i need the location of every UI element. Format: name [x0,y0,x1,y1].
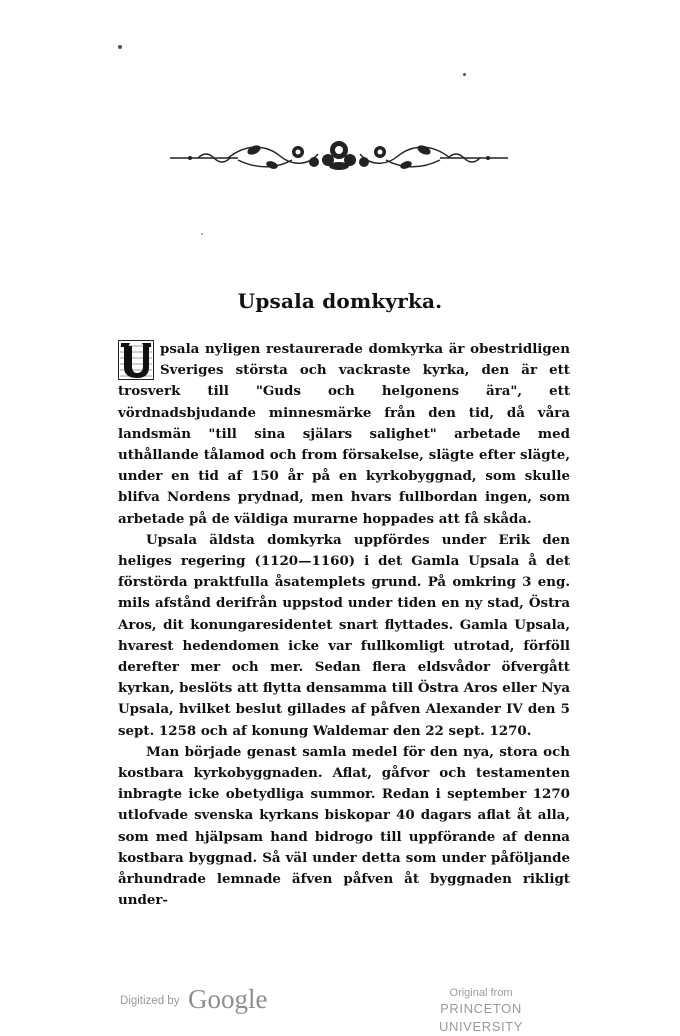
ink-speck [463,73,466,76]
floral-ornament [168,138,510,174]
paragraph: psala nyligen restaurerade domkyrka är obestridligen Sveriges största och vackraste kyrka, den är ett trosverk till "Guds och helgonens ära", ett vördnadsbjudande minnesmärke från den tid, då våra landsmän "till sina själars salighet" arbetade med uthållande tålamod och from försakelse, slägte efter slägte, under en tid af 150 år på en kyrkobyggnad, som skulle blifva Nordens prydnad, men hvars fullbordan ingen, som arbetade på de väldiga murarne hoppades att få skåda. [118,341,570,527]
digitized-by-label: Digitized by [120,995,180,1007]
ink-speck [118,45,122,49]
dropcap-word-rest: psala [160,341,200,357]
paragraph: Upsala äldsta domkyrka uppfördes under Erik den heliges regering (1120—1160) i det Gamla Upsala å det förstörda praktfulla åsatemplets grund. På omkring 3 eng. mils afstånd derifrån uppstod under tiden en ny stad, Östra Aros, dit konungaresidentet snart flyttades. Gamla Upsala, hvarest hedendomen icke var fullkomligt utrotad, förföll derefter mer och mer. Sedan flera eldsvådor öfvergått kyrkan, beslöts att flytta densamma till Östra Aros eller Nya Upsala, hvilket beslut gillades af påfven Alexander IV den 5 sept. 1258 och af konung Waldemar den 22 sept. 1270. [118,531,570,739]
google-logo: Google [188,984,268,1014]
article-body [118,339,570,911]
institution-label: PRINCETON UNIVERSITY [438,1001,523,1034]
ink-speck [201,233,203,235]
paragraph: Man började genast samla medel för den nya, stora och kostbara kyrkobyggnaden. Aflat, gåfvor och testamenten inbragte icke obetydliga summor. Redan i september 1270 utlofvade svenska kyrkans biskopar 40 dagars aflat åt alla, som med hjälpsam hand bidrogo till uppförande af denna kostbara byggnad. Så väl under detta som under påföljande århundrade lemnade äfven påfven åt byggnaden rikligt under- [118,743,570,909]
original-from-label: Original from [449,987,513,999]
dropcap-u-illuminated-initial [118,340,154,380]
page-title: Upsala domkyrka. [237,289,443,313]
